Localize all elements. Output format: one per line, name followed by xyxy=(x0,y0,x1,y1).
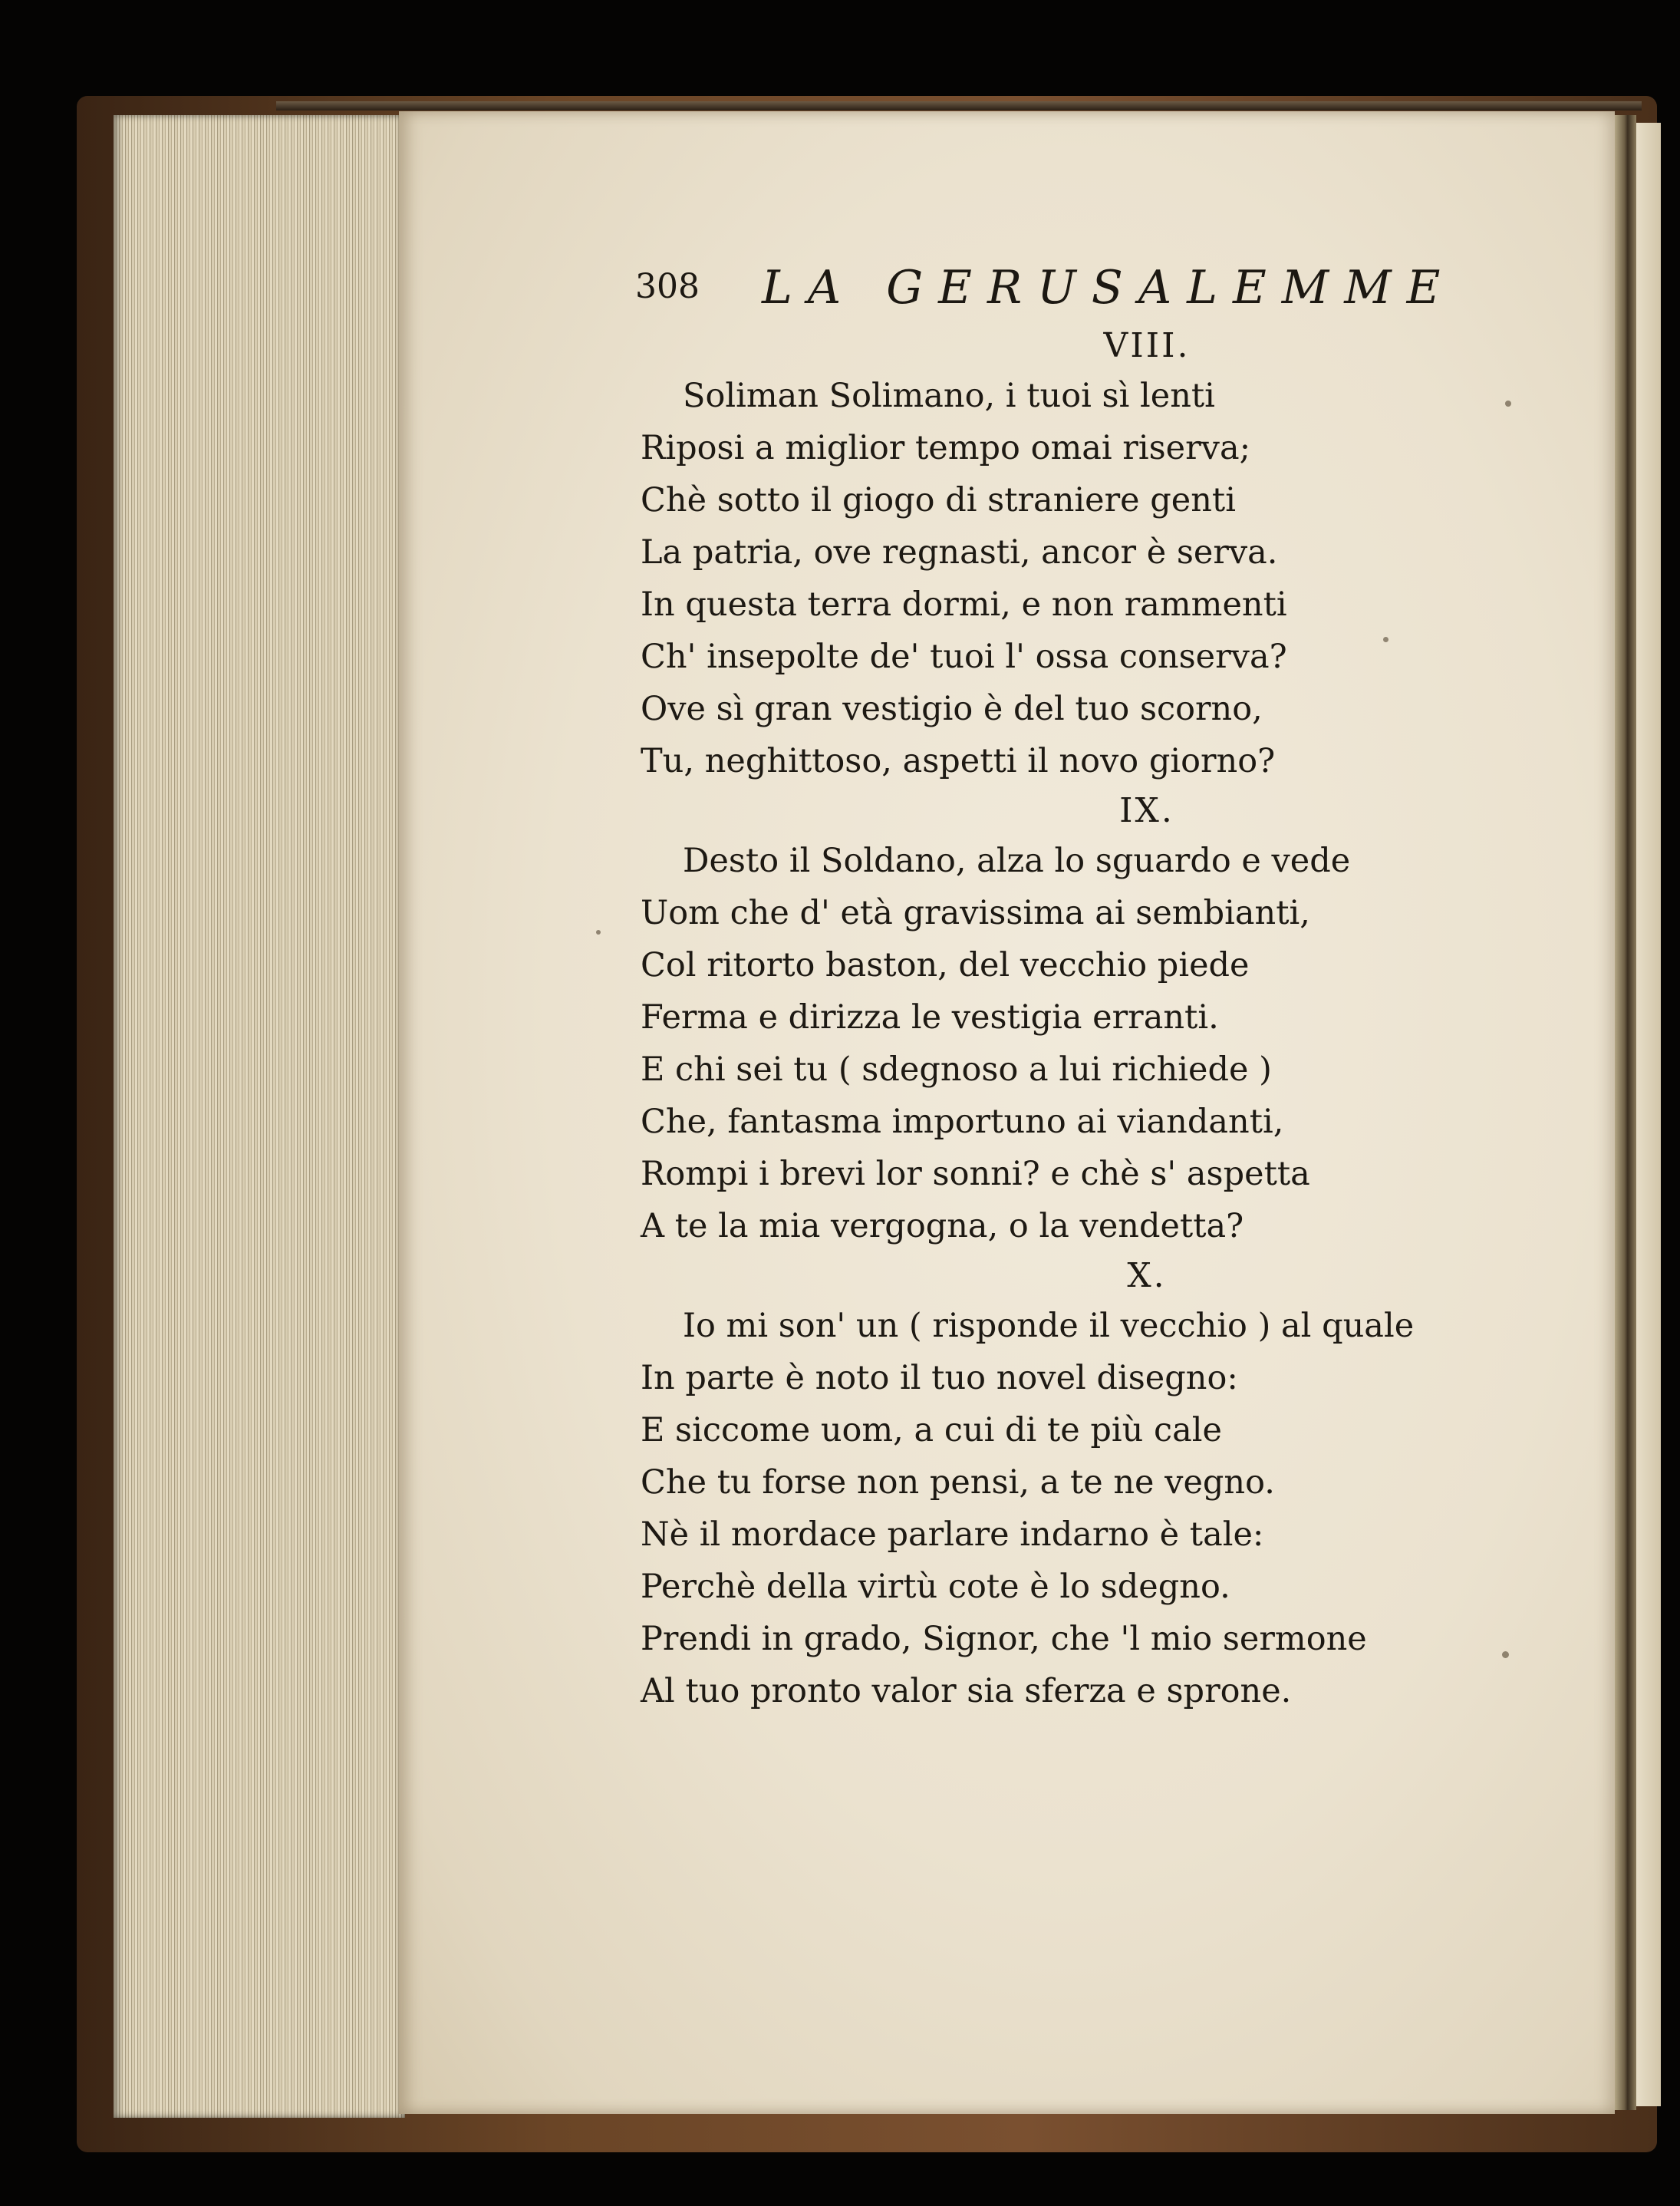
verse-line: Desto il Soldano, alza lo sguardo e vede xyxy=(683,842,1351,880)
verse-line: Tu, neghittoso, aspetti il novo giorno? xyxy=(641,742,1276,780)
verse-line: A te la mia vergogna, o la vendetta? xyxy=(641,1207,1244,1245)
stanza-number: X. xyxy=(1127,1256,1167,1295)
running-title: LA GERUSALEMME xyxy=(762,261,1456,315)
verse-line: Riposi a miglior tempo omai riserva; xyxy=(641,429,1251,467)
verse-line: Ove sì gran vestigio è del tuo scorno, xyxy=(641,690,1263,728)
stanza xyxy=(641,1252,1561,1717)
stanza xyxy=(641,787,1561,1252)
facing-page-edge xyxy=(1636,123,1661,2106)
stanza-number: IX. xyxy=(1119,791,1174,830)
verse-line: Al tuo pronto valor sia sferza e sprone. xyxy=(641,1672,1292,1710)
verse-line: Che tu forse non pensi, a te ne vegno. xyxy=(641,1463,1275,1502)
verse-line: Soliman Solimano, i tuoi sì lenti xyxy=(683,377,1215,415)
verse-line: Uom che d' età gravissima ai sembianti, xyxy=(641,894,1310,932)
verse-line: In parte è noto il tuo novel disegno: xyxy=(641,1359,1238,1397)
verse-line: Chè sotto il giogo di straniere genti xyxy=(641,481,1236,519)
stanza-number: VIII. xyxy=(1103,326,1191,365)
cover-top-edge xyxy=(276,101,1642,110)
verse-line: La patria, ove regnasti, ancor è serva. xyxy=(641,533,1278,572)
page-header xyxy=(635,261,1456,315)
verse-line: E siccome uom, a cui di te più cale xyxy=(641,1411,1222,1449)
verse-line: Che, fantasma importuno ai viandanti, xyxy=(641,1103,1284,1141)
ink-speck xyxy=(596,930,601,935)
verse-line: Io mi son' un ( risponde il vecchio ) al quale xyxy=(683,1307,1415,1345)
verse-line: Col ritorto baston, del vecchio piede xyxy=(641,946,1250,984)
verse-line: Rompi i brevi lor sonni? e chè s' aspetta xyxy=(641,1155,1310,1193)
page-number: 308 xyxy=(635,267,700,306)
verse-line: Perchè della virtù cote è lo sdegno. xyxy=(641,1568,1230,1606)
verse-line: Ferma e dirizza le vestigia erranti. xyxy=(641,998,1219,1037)
verse-line: Ch' insepolte de' tuoi l' ossa conserva? xyxy=(641,638,1287,676)
verse-line: E chi sei tu ( sdegnoso a lui richiede ) xyxy=(641,1050,1272,1089)
verse-line: Prendi in grado, Signor, che 'l mio sermone xyxy=(641,1620,1367,1658)
verse-line: In questa terra dormi, e non rammenti xyxy=(641,585,1287,624)
verse-line: Nè il mordace parlare indarno è tale: xyxy=(641,1515,1264,1554)
poem-text xyxy=(641,322,1561,1717)
page-edges xyxy=(114,115,405,2118)
book-gutter xyxy=(1615,115,1636,2110)
stanza xyxy=(641,322,1561,787)
